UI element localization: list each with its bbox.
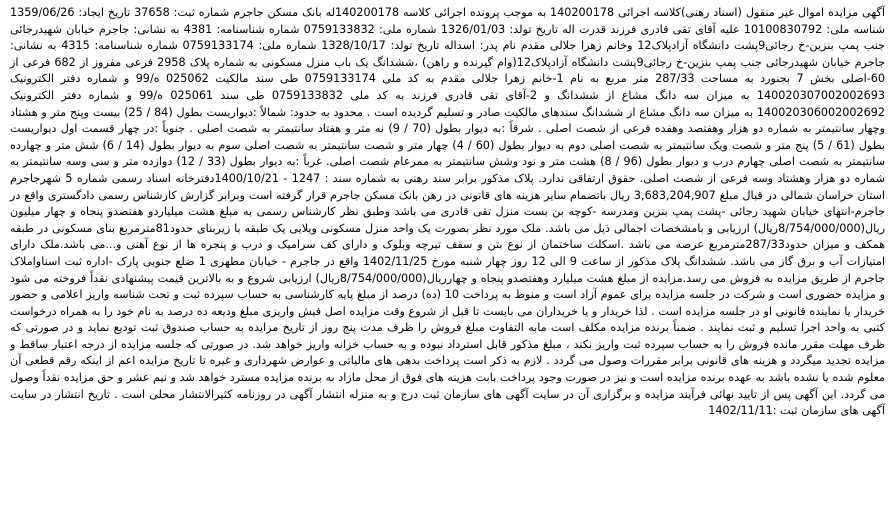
notice-body-text: آگهی مزایده اموال غیر منقول (اسناد رهنی)کلاسه اجرائی 140200178 به موجب پرونده اجرائی کلاسه 140200178له بانک مسکن جاجرم شماره ثبت: 37658 تاریخ ایجاد: 1359/06/26 شناسه ملی: 10100830792 علیه آقای تقی قادری فرزند قدرت اله تاریخ تولد: 1326/01/03 شماره ملی: 0759133832 شماره شناسنامه: 4381 به نشانی: جاجرم خیابان شهیدرجائی جنب پمپ بنزین-خ رجائی9پشت دانشگاه آزادپلاک12 وخانم زهرا جلالی مقدم نام پدر: اسداله تاریخ تولد: 1328/10/17 شماره ملی: 0759133174 شماره شناسنامه: 4315 به نشانی: جاجرم خیابان شهیدرجائی جنب پمپ بنزین-خ رجائی9پشت دانشگاه آزادپلاک12(وام گیرنده و راهن) ،ششدانگ یک باب منزل مسکونی به شماره پلاک 2958 فرعی مفروز از 682 فرعی از 60-اصلی بخش 7 بجنورد به مساحت 287/33 متر مربع به نام 1-خانم زهرا جلالی مقدم به کد ملی 0759133174 طی سند مالکیت 025062 ه/99 و شماره دفتر الکترونیک 140020307002002693 به میزان سه دانگ مشاع از ششدانگ و 2-آقای تقی قادری فرزند به کد ملی 0759133832 طی سند 025061 ه/99 و شماره دفتر الکترونیک 140020306002002692 به میزان سه دانگ مشاع از ششدانگ سندهای مالکیت صادر و تسلیم گردیده است . محدود به حدود: شمالاً :دیواریست بطول (84 / 25) بیست وپنج متر و هشتاد وچهار سانتیمتر به شماره دو هزار وهفتصد وهفده فرعی از شصت اصلی . شرقاً :به دیوار بطول (70 / 9) نه متر و هفتاد سانتیمتر به شصت اصلی . جنوباً :در چهار قسمت اول دیواریست بطول (61 / 5) پنج متر و شصت ویک سانتیمتر به شصت اصلی دوم به دیوار بطول (60 / 4) چهار متر و شصت سانتیمتر به شصت اصلی سوم به دیوار بطول (14 / 6) شش متر و چهارده سانتیمتر به شصت اصلی چهارم درب و دیوار بطول (96 / 8) هشت متر و نود وشش سانتیمتر به ممرعام شصت اصلی. غرباً :به دیوار بطول (33 / 12) دوازده متر و سی وسه سانتیمتر به شماره دو هزار وهشتاد وسه فرعی از شصت اصلی. حقوق ارتفاقی ندارد. پلاک مذکور برابر سند رهنی به شماره سند : 1247 - 1400/10/21دفترخانه اسناد رسمی شماره 5 شهرجاجرم استان خراسان شمالی در قبال مبلغ 3,683,204,907 ریال باتضمام سایر هزینه های قانونی در رهن بانک مسکن جاجرم قرار گرفته است وبرابر گزارش کارشناس رسمی دادگستری واقع در جاجرم-انتهای خیابان شهید رجائی -پشت پمپ بنزین ومدرسه -کوچه بن بست منزل تقی قادری می باشد وطبق نظر کارشناس رسمی به مبلغ هشت میلیاردو هفتصدو پنجاه و چهار میلیون ریال(8/754/000/000ریال) ارزیابی و بامشخصات اجمالی ذیل می باشد. ملک مورد نظر بصورت یک واحد منزل مسکونی ویلایی یک طبقه با زیربنای حدود81مترمربع بنای مسکونی در طبقه همکف و میزان حدود287/33مترمربع عرصه می باشد .اسکلت ساختمان از نوع بتن و سقف تیرچه وبلوک و دارای کف سرامیک و درب و پنجره ها از نوع آهنی و...می باشد.ملک دارای امتیازات آب و برق گاز می باشد. ششدانگ پلاک مذکور از ساعت 9 الی 12 روز چهار شنبه مورخ 1402/11/25 واقع در جاجرم - خیابان مطهری 1 ضلع جنوبی پارک -اداره ثبت اسناواملاک جاجرم از طریق مزایده به فروش می رسد.مزایده از مبلغ هشت میلیارد وهفتصدو پنجاه و چهارریال(8/754/000/000ریال) ارزیابی شروع و به بالاترین قیمت پیشنهادی نقداً فروخته می شود و مزایده حضوری است و شرکت در جلسه مزایده برای عموم آزاد است و منوط به پرداخت 10 (ده) درصد از مبلغ پایه کارشناسی به حساب سپرده ثبت و تحت شناسه واریز اعلامی و حضور خریدار یا نماینده قانونی او در جلسه مزایده است . لذا خریدار و یا خریداران می بایست تا قبل از شروع وقت مزایده اصل فیش واریزی مبلغ ودیعه ده درصد به نام خود را به همراه درخواست کتبی به واحد اجرا تسلیم و ثبت نمایند . ضمناً برنده مزایده مکلف است مابه التفاوت مبلغ فروش را ظرف مدت پنج روز از تاریخ مزایده به حساب صندوق ثبت تودیع نماید و در صورتی که ظرف مهلت مقرر مانده فروش را به حساب سپرده ثبت واریز نکند ، مبلغ مذکور قابل استرداد نبوده و به حساب خزانه واریز خواهد شد. در صورتی که جلسه مزایده از درجه اعتبار ساقط و مزایده تجدید میگردد و هزینه های قانونی برابر مقررات وصول می گردد . لازم به ذکر است پرداخت بدهی های مالیاتی و عوارض شهرداری و غیره تا تاریخ مزایده اعم از اینکه رقم قطعی آن معلوم شده یا نشده باشد به عهده برنده مزایده است و نیز در صورت وجود پرداخت بابت هزینه های فوق از محل مازاد به برنده مزایده مسترد خواهد شد و نیم عشر و حق مزایده نقداً وصول می گردد. این آگهی پس از تایید نهائی فرآیند مزایده و برگزاری آن در سایت آگهی های سازمان ثبت درج و به منزله انتشار آگهی در روزنامه کثیرالانتشار محلی است . تاریخ انتشار در سایت آگهی های سازمان ثبت :1402/11/11 [10, 6, 886, 418]
